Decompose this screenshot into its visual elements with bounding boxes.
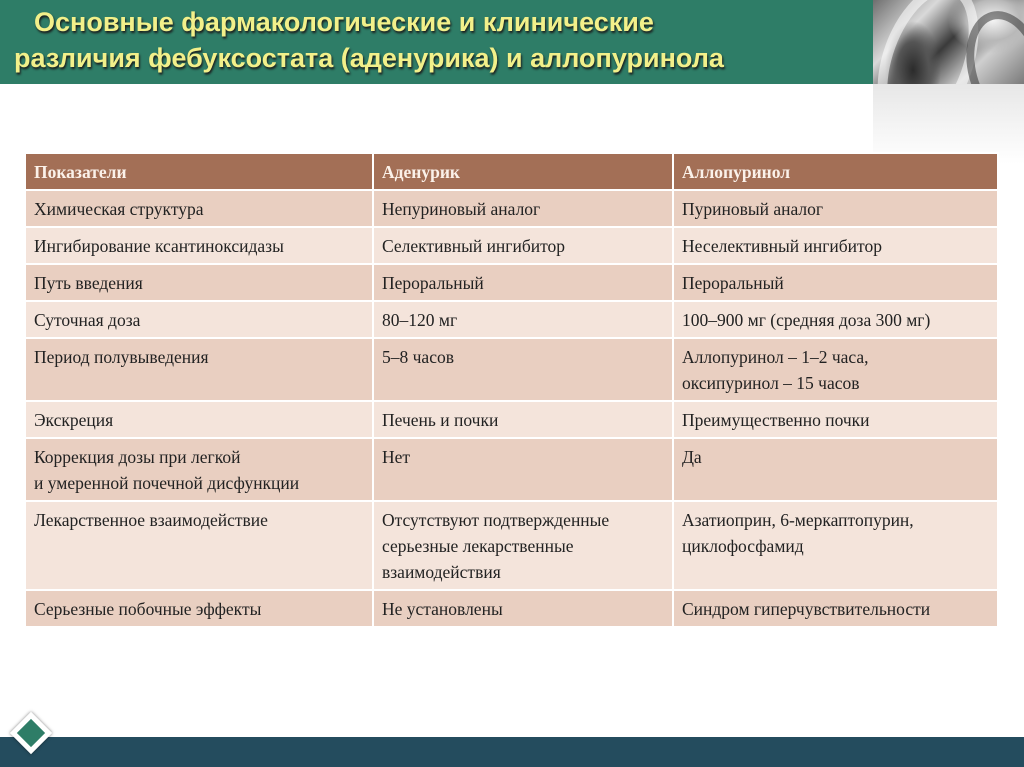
table-row	[25, 590, 998, 627]
table-cell	[673, 438, 998, 501]
table-cell	[673, 227, 998, 264]
cell-text: Пуриновый аналог	[682, 199, 824, 219]
comparison-table	[24, 152, 999, 628]
table-row	[25, 501, 998, 590]
table-cell	[673, 264, 998, 301]
table-cell	[25, 190, 373, 227]
cell-text: Экскреция	[34, 410, 114, 430]
table-header-cell: Аденурик	[373, 153, 673, 190]
cell-text: Суточная доза	[34, 310, 141, 330]
table-cell	[673, 338, 998, 401]
cell-text: Путь введения	[34, 273, 143, 293]
table-cell	[373, 438, 673, 501]
table-row	[25, 301, 998, 338]
page-title	[14, 4, 914, 76]
cell-text: Лекарственное взаимодействие	[34, 510, 268, 530]
cell-text: Серьезные побочные эффекты	[34, 599, 262, 619]
cell-text: Пероральный	[382, 273, 484, 293]
cell-text: Непуриновый аналог	[382, 199, 541, 219]
table-cell	[25, 264, 373, 301]
table-cell	[373, 501, 673, 590]
table-cell	[25, 301, 373, 338]
table-cell	[25, 590, 373, 627]
cell-text: Синдром гиперчувствительности	[682, 599, 931, 619]
cell-text: и умеренной почечной дисфункции	[34, 473, 300, 493]
cell-text: Нет	[382, 447, 411, 467]
table-header-cell: Показатели	[25, 153, 373, 190]
cell-text: Химическая структура	[34, 199, 204, 219]
cell-text: Селективный ингибитор	[382, 236, 566, 256]
table-cell	[25, 501, 373, 590]
table-cell	[673, 190, 998, 227]
footer-bar	[0, 737, 1024, 767]
table-cell	[25, 338, 373, 401]
table-cell	[373, 590, 673, 627]
cell-text: взаимодействия	[382, 562, 501, 582]
cell-text: Азатиоприн, 6-меркаптопурин,	[682, 510, 914, 530]
table-body	[25, 190, 998, 627]
title-line: Основные фармакологические и клинические	[34, 7, 654, 37]
cell-text: Аллопуринол – 1–2 часа,	[682, 347, 869, 367]
cell-text: циклофосфамид	[682, 536, 804, 556]
cell-text: оксипуринол – 15 часов	[682, 373, 860, 393]
cell-text: Неселективный ингибитор	[682, 236, 882, 256]
cell-text: Да	[682, 447, 702, 467]
table-cell	[373, 301, 673, 338]
table-header-cell: Аллопуринол	[673, 153, 998, 190]
cell-text: серьезные лекарственные	[382, 536, 574, 556]
cell-text: Отсутствуют подтвержденные	[382, 510, 610, 530]
table-cell	[673, 301, 998, 338]
cell-text: Печень и почки	[382, 410, 499, 430]
title-line: различия фебуксостата (аденурика) и аллопуринола	[14, 43, 724, 73]
cell-text: Не установлены	[382, 599, 503, 619]
cell-text: 5–8 часов	[382, 347, 454, 367]
table-cell	[673, 590, 998, 627]
table-row	[25, 227, 998, 264]
table-row	[25, 338, 998, 401]
table-header-row	[25, 153, 998, 190]
cell-text: Период полувыведения	[34, 347, 209, 367]
table-cell	[25, 227, 373, 264]
table-cell	[673, 401, 998, 438]
table-row	[25, 264, 998, 301]
cell-text: 80–120 мг	[382, 310, 458, 330]
table-cell	[673, 501, 998, 590]
comparison-table-container	[24, 152, 997, 628]
table-cell	[373, 338, 673, 401]
table-cell	[373, 264, 673, 301]
table-row	[25, 401, 998, 438]
cell-text: Пероральный	[682, 273, 784, 293]
table-cell	[373, 190, 673, 227]
cell-text: 100–900 мг (средняя доза 300 мг)	[682, 310, 931, 330]
table-cell	[25, 438, 373, 501]
table-cell	[373, 401, 673, 438]
table-cell	[373, 227, 673, 264]
cell-text: Ингибирование ксантиноксидазы	[34, 236, 284, 256]
table-row	[25, 438, 998, 501]
cell-text: Преимущественно почки	[682, 410, 870, 430]
cell-text: Коррекция дозы при легкой	[34, 447, 241, 467]
table-cell	[25, 401, 373, 438]
table-row	[25, 190, 998, 227]
